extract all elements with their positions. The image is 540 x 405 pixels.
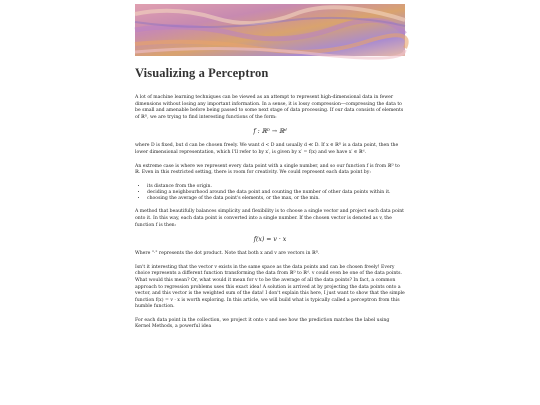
list-item: • deciding a neighbourhood around the data point and counting the number of other data points within it. bbox=[147, 190, 405, 196]
paragraph-extreme-case: An extreme case is where we represent every data point with a single number, and so our function f is from ℝᴰ to ℝ. Even in this restricted setting, there is room for creativity. We could represent each data point by: bbox=[135, 163, 400, 176]
paragraph-dot-product-note: Where "·" represents the dot product. Note that both x and v are vectors in ℝᴰ. bbox=[135, 251, 320, 257]
article-title: Visualizing a Perceptron bbox=[135, 66, 269, 80]
equation-function-form: f : ℝᴰ → ℝᵈ bbox=[253, 128, 287, 136]
paragraph-dimensions: where D is fixed, but d can be chosen freely. We want d < D and usually d ≪ D. If x ∈ ℝᴰ is a data point, then the lower dimensional representation, which I'll refer to by x′, is given by x′ = f(x) and we have x′ ∈ ℝᵈ. bbox=[135, 143, 399, 155]
equation-dot-product: f(x) = v · x bbox=[253, 236, 287, 244]
options-list bbox=[135, 184, 405, 203]
paragraph-projection: A method that beautifully balances simplicity and flexibility is to choose a single vector and project each data point onto it. In this way, each data point is converted into a single number. If the chosen vector is denoted as v, the function f is then: bbox=[135, 209, 405, 228]
paragraph-intro: A lot of machine learning techniques can be viewed as an attempt to represent high-dimensional data in fewer dimensions without losing any important information. In a sense, it is lossy compression—compressing the data to be small and amenable before being passed to some next stage of data processing. If our data consists of elements of ℝᴰ, we are trying to find interesting functions of the form: bbox=[135, 95, 404, 120]
header-banner-image bbox=[135, 4, 405, 56]
paragraph-cutoff: For each data point in the collection, we project it onto v and see how the prediction matches the label using Kernel Methods, a powerful idea bbox=[135, 317, 390, 330]
list-item: • choosing the average of the data point's elements, or the max, or the min. bbox=[147, 196, 405, 202]
article bbox=[135, 58, 405, 329]
paragraph-vector-space: Isn't it interesting that the vector v exists in the same space as the data points and can be chosen freely! Every choice represents a different function transforming the data from ℝᴰ to ℝᵈ. v could even be one of the data points. What would this mean? Or, what would it mean for v to be the average of all the data points? In fact, a common approach to regression problems uses this exact idea! A solution is arrived at by projecting the data points onto a vector, and this vector is the weighted sum of the data! I don't explain this here, I just want to show that the simple function f(x) = v · x is worth exploring. In this article, we will build what is typically called a perceptron from this humble function. bbox=[135, 264, 405, 310]
list-item: • its distance from the origin. bbox=[147, 184, 405, 190]
